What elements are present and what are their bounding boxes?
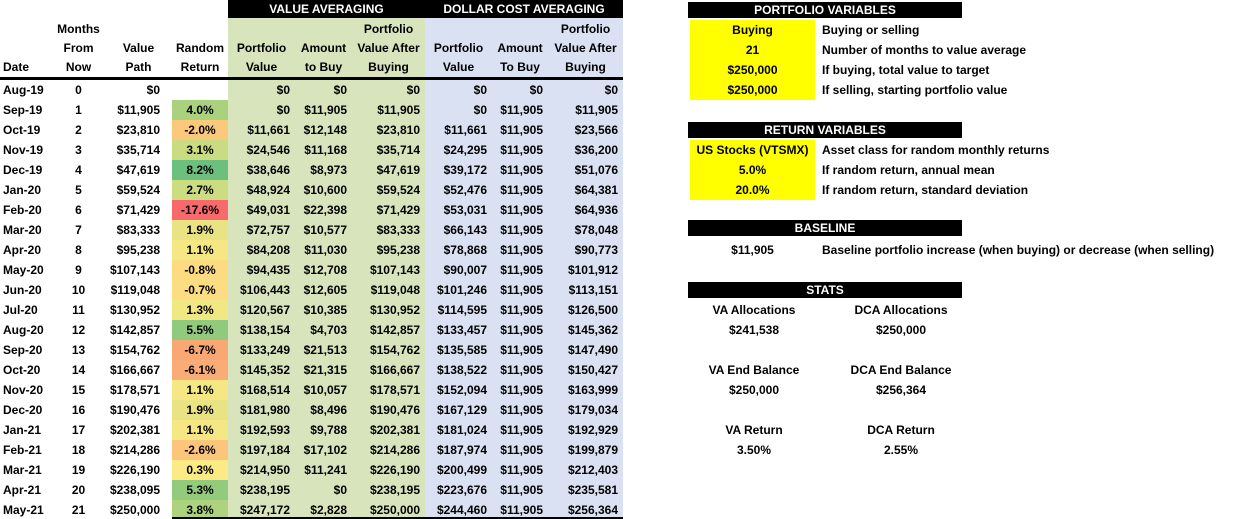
cell-months[interactable]: 0 bbox=[75, 83, 82, 97]
cell-months[interactable]: 16 bbox=[71, 403, 86, 417]
cell-value-path[interactable]: $154,762 bbox=[109, 343, 160, 357]
cell-dca-amount-to-buy[interactable]: $11,905 bbox=[500, 123, 543, 137]
cell-va-amount-to-buy[interactable]: $12,708 bbox=[303, 263, 347, 277]
cell-date[interactable]: Apr-20 bbox=[3, 243, 42, 257]
dca-end-balance-label: DCA End Balance bbox=[850, 363, 952, 377]
header-cell-months: From bbox=[63, 41, 94, 55]
cell-random-return[interactable]: 3.1% bbox=[172, 140, 228, 160]
cell-random-return[interactable]: 1.1% bbox=[172, 380, 228, 400]
cell-date[interactable]: Dec-20 bbox=[3, 403, 43, 417]
cell-random-return[interactable]: 1.9% bbox=[172, 220, 228, 240]
cell-date[interactable]: Mar-20 bbox=[3, 223, 42, 237]
cell-va-amount-to-buy[interactable]: $11,168 bbox=[304, 143, 347, 157]
cell-dca-portfolio-value[interactable]: $39,172 bbox=[443, 163, 487, 177]
header-cell-dca-value-after-buying: Portfolio bbox=[560, 22, 611, 36]
header-cell-months: Months bbox=[57, 22, 100, 36]
cell-dca-portfolio-value[interactable]: $167,129 bbox=[436, 403, 487, 417]
header-cell-va-value-after-buying: Buying bbox=[368, 60, 409, 74]
cell-dca-amount-to-buy[interactable]: $0 bbox=[529, 83, 543, 97]
cell-va-amount-to-buy[interactable]: $11,030 bbox=[304, 243, 347, 257]
cell-va-amount-to-buy[interactable]: $21,315 bbox=[303, 363, 347, 377]
cell-date[interactable]: Feb-20 bbox=[3, 203, 42, 217]
header-cell-va-value-after-buying: Portfolio bbox=[363, 22, 414, 36]
cell-months[interactable]: 1 bbox=[75, 103, 82, 117]
baseline-value[interactable]: $11,905 bbox=[731, 243, 774, 257]
cell-dca-amount-to-buy[interactable]: $11,905 bbox=[500, 243, 543, 257]
cell-random-return[interactable]: -17.6% bbox=[172, 200, 228, 220]
cell-va-value-after-buying[interactable]: $119,048 bbox=[370, 283, 420, 297]
cell-months[interactable]: 9 bbox=[75, 263, 82, 277]
desc-annual-mean: If random return, annual mean bbox=[822, 163, 995, 177]
cell-date[interactable]: May-20 bbox=[3, 263, 44, 277]
header-cell-va-portfolio-value: Portfolio bbox=[236, 41, 287, 55]
input-asset-class[interactable]: US Stocks (VTSMX) bbox=[690, 140, 815, 160]
cell-months[interactable]: 2 bbox=[75, 123, 82, 137]
cell-random-return[interactable]: -0.7% bbox=[172, 280, 228, 300]
desc-buying-or-selling: Buying or selling bbox=[822, 23, 920, 37]
header-cell-dca-amount-to-buy: Amount bbox=[497, 41, 543, 55]
cell-dca-portfolio-value[interactable]: $66,143 bbox=[443, 223, 487, 237]
va-end-balance-label: VA End Balance bbox=[708, 363, 800, 377]
cell-va-value-after-buying[interactable]: $142,857 bbox=[369, 323, 420, 337]
input-standard-deviation[interactable]: 20.0% bbox=[690, 180, 815, 200]
cell-random-return[interactable]: 1.3% bbox=[172, 300, 228, 320]
cell-value-path[interactable]: $202,381 bbox=[109, 423, 160, 437]
cell-months[interactable]: 13 bbox=[71, 343, 86, 357]
cell-value-path[interactable]: $226,190 bbox=[109, 463, 160, 477]
dca-end-balance-value[interactable]: $256,364 bbox=[875, 383, 927, 397]
cell-months[interactable]: 15 bbox=[71, 383, 86, 397]
header-cell-dca-value-after-buying: Value After bbox=[554, 41, 617, 55]
cell-va-amount-to-buy[interactable]: $9,788 bbox=[310, 423, 347, 437]
cell-dca-value-after-buying[interactable]: $145,362 bbox=[567, 323, 618, 337]
cell-va-portfolio-value[interactable]: $247,172 bbox=[239, 503, 290, 517]
cell-dca-portfolio-value[interactable]: $53,031 bbox=[443, 203, 487, 217]
cell-date[interactable]: Nov-19 bbox=[3, 143, 44, 157]
cell-value-path[interactable]: $59,524 bbox=[116, 183, 160, 197]
cell-dca-value-after-buying[interactable]: $101,912 bbox=[567, 263, 618, 277]
cell-dca-value-after-buying[interactable]: $64,936 bbox=[574, 203, 618, 217]
cell-va-portfolio-value[interactable]: $168,514 bbox=[239, 383, 290, 397]
cell-va-value-after-buying[interactable]: $202,381 bbox=[369, 423, 420, 437]
header-cell-dca-value-after-buying: Buying bbox=[565, 60, 606, 74]
cell-value-path[interactable]: $166,667 bbox=[109, 363, 160, 377]
cell-dca-value-after-buying[interactable]: $36,200 bbox=[574, 143, 618, 157]
cell-va-amount-to-buy[interactable]: $10,057 bbox=[303, 383, 347, 397]
cell-dca-portfolio-value[interactable]: $135,585 bbox=[436, 343, 487, 357]
cell-va-portfolio-value[interactable]: $48,924 bbox=[246, 183, 290, 197]
header-cell-months: Now bbox=[65, 60, 92, 74]
header-cell-random-return: Return bbox=[180, 60, 220, 74]
cell-random-return[interactable]: 3.8% bbox=[172, 500, 228, 519]
cell-random-return[interactable]: -2.0% bbox=[172, 120, 228, 140]
cell-va-portfolio-value[interactable]: $214,950 bbox=[239, 463, 290, 477]
cell-months[interactable]: 20 bbox=[71, 483, 86, 497]
portfolio-variables-band: PORTFOLIO VARIABLES bbox=[688, 2, 962, 18]
header-cell-value-path: Value bbox=[122, 41, 155, 55]
cell-date[interactable]: Nov-20 bbox=[3, 383, 44, 397]
cell-va-amount-to-buy[interactable]: $2,828 bbox=[310, 503, 347, 517]
cell-va-portfolio-value[interactable]: $0 bbox=[276, 83, 290, 97]
cell-va-value-after-buying[interactable]: $47,619 bbox=[376, 163, 420, 177]
cell-months[interactable]: 8 bbox=[75, 243, 82, 257]
dollar-cost-averaging-title: DOLLAR COST AVERAGING bbox=[443, 2, 605, 16]
cell-dca-value-after-buying[interactable]: $235,581 bbox=[567, 483, 618, 497]
cell-dca-value-after-buying[interactable]: $163,999 bbox=[567, 383, 618, 397]
cell-dca-amount-to-buy[interactable]: $11,905 bbox=[500, 223, 543, 237]
header-cell-dca-portfolio-value: Portfolio bbox=[433, 41, 484, 55]
cell-va-value-after-buying[interactable]: $154,762 bbox=[369, 343, 420, 357]
cell-dca-portfolio-value[interactable]: $52,476 bbox=[443, 183, 487, 197]
cell-months[interactable]: 10 bbox=[71, 283, 86, 297]
cell-va-amount-to-buy[interactable]: $12,148 bbox=[303, 123, 347, 137]
cell-months[interactable]: 4 bbox=[75, 163, 82, 177]
cell-va-portfolio-value[interactable]: $138,154 bbox=[239, 323, 290, 337]
cell-va-amount-to-buy[interactable]: $4,703 bbox=[310, 323, 347, 337]
cell-random-return[interactable]: 8.2% bbox=[172, 160, 228, 180]
cell-months[interactable]: 3 bbox=[75, 143, 82, 157]
cell-va-portfolio-value[interactable]: $181,980 bbox=[239, 403, 290, 417]
cell-dca-portfolio-value[interactable]: $0 bbox=[473, 103, 487, 117]
cell-va-value-after-buying[interactable]: $83,333 bbox=[376, 223, 420, 237]
cell-dca-amount-to-buy[interactable]: $11,905 bbox=[500, 343, 543, 357]
cell-va-value-after-buying[interactable]: $71,429 bbox=[376, 203, 420, 217]
header-cell-random-return bbox=[172, 20, 228, 39]
dca-return-value[interactable]: 2.55% bbox=[883, 443, 919, 457]
cell-date[interactable]: Dec-19 bbox=[3, 163, 43, 177]
va-allocations-value[interactable]: $241,538 bbox=[728, 323, 780, 337]
table-body bbox=[0, 80, 623, 519]
cell-date[interactable]: Jul-20 bbox=[3, 303, 38, 317]
cell-va-value-after-buying[interactable]: $23,810 bbox=[376, 123, 420, 137]
cell-date[interactable]: Apr-21 bbox=[3, 483, 42, 497]
cell-months[interactable]: 21 bbox=[71, 503, 86, 517]
cell-value-path[interactable]: $11,905 bbox=[117, 103, 160, 117]
cell-dca-value-after-buying[interactable]: $23,566 bbox=[574, 123, 618, 137]
cell-dca-amount-to-buy[interactable]: $11,905 bbox=[500, 443, 543, 457]
cell-dca-portfolio-value[interactable]: $181,024 bbox=[436, 423, 487, 437]
cell-date[interactable]: Jan-21 bbox=[3, 423, 42, 437]
cell-dca-amount-to-buy[interactable]: $11,905 bbox=[500, 483, 543, 497]
cell-value-path[interactable]: $142,857 bbox=[109, 323, 160, 337]
value-averaging-title: VALUE AVERAGING bbox=[269, 2, 384, 16]
cell-dca-amount-to-buy[interactable]: $11,905 bbox=[500, 503, 543, 517]
cell-value-path[interactable]: $71,429 bbox=[116, 203, 160, 217]
header-cell-dca-portfolio-value bbox=[425, 20, 492, 39]
cell-months[interactable]: 5 bbox=[75, 183, 82, 197]
cell-va-portfolio-value[interactable]: $133,249 bbox=[239, 343, 290, 357]
cell-dca-portfolio-value[interactable]: $152,094 bbox=[436, 383, 487, 397]
cell-random-return[interactable]: 5.3% bbox=[172, 480, 228, 500]
cell-dca-amount-to-buy[interactable]: $11,905 bbox=[500, 283, 543, 297]
header-cell-dca-amount-to-buy bbox=[492, 20, 548, 39]
cell-value-path[interactable]: $238,095 bbox=[109, 483, 160, 497]
cell-va-portfolio-value[interactable]: $49,031 bbox=[246, 203, 290, 217]
cell-value-path[interactable]: $130,952 bbox=[109, 303, 160, 317]
cell-va-amount-to-buy[interactable]: $17,102 bbox=[303, 443, 347, 457]
cell-dca-value-after-buying[interactable]: $212,403 bbox=[567, 463, 618, 477]
cell-dca-value-after-buying[interactable]: $179,034 bbox=[567, 403, 618, 417]
input-starting-portfolio-value[interactable]: $250,000 bbox=[690, 80, 815, 100]
dca-return-label: DCA Return bbox=[867, 423, 935, 437]
cell-dca-value-after-buying[interactable]: $90,773 bbox=[574, 243, 618, 257]
header-cell-va-portfolio-value bbox=[228, 20, 295, 39]
cell-dca-portfolio-value[interactable]: $0 bbox=[473, 83, 487, 97]
cell-months[interactable]: 17 bbox=[71, 423, 86, 437]
header-cell-va-amount-to-buy bbox=[295, 20, 352, 39]
return-variables-band: RETURN VARIABLES bbox=[688, 122, 962, 138]
input-total-value-to-target[interactable]: $250,000 bbox=[690, 60, 815, 80]
dca-allocations-label: DCA Allocations bbox=[854, 303, 948, 317]
cell-dca-portfolio-value[interactable]: $244,460 bbox=[436, 503, 487, 517]
cell-value-path[interactable]: $47,619 bbox=[116, 163, 160, 177]
cell-value-path[interactable]: $214,286 bbox=[109, 443, 160, 457]
cell-va-portfolio-value[interactable]: $38,646 bbox=[246, 163, 290, 177]
cell-date[interactable]: Jan-20 bbox=[3, 183, 42, 197]
cell-dca-amount-to-buy[interactable]: $11,905 bbox=[500, 103, 543, 117]
cell-value-path[interactable]: $190,476 bbox=[109, 403, 160, 417]
cell-random-return[interactable]: 4.0% bbox=[172, 100, 228, 120]
cell-dca-value-after-buying[interactable]: $150,427 bbox=[567, 363, 618, 377]
cell-value-path[interactable]: $178,571 bbox=[109, 383, 160, 397]
cell-va-value-after-buying[interactable]: $0 bbox=[406, 83, 420, 97]
cell-random-return[interactable]: 0.3% bbox=[172, 460, 228, 480]
cell-value-path[interactable]: $0 bbox=[146, 83, 160, 97]
cell-va-amount-to-buy[interactable]: $0 bbox=[333, 483, 347, 497]
cell-va-portfolio-value[interactable]: $197,184 bbox=[239, 443, 290, 457]
cell-dca-value-after-buying[interactable]: $78,048 bbox=[574, 223, 618, 237]
cell-va-portfolio-value[interactable]: $145,352 bbox=[239, 363, 290, 377]
cell-value-path[interactable]: $119,048 bbox=[110, 283, 160, 297]
cell-dca-amount-to-buy[interactable]: $11,905 bbox=[500, 163, 543, 177]
cell-dca-amount-to-buy[interactable]: $11,905 bbox=[500, 183, 543, 197]
cell-dca-amount-to-buy[interactable]: $11,905 bbox=[500, 203, 543, 217]
cell-va-amount-to-buy[interactable]: $8,973 bbox=[310, 163, 347, 177]
header-cell-va-amount-to-buy: to Buy bbox=[304, 60, 343, 74]
cell-va-portfolio-value[interactable]: $238,195 bbox=[239, 483, 290, 497]
cell-random-return[interactable]: 2.7% bbox=[172, 180, 228, 200]
cell-date[interactable]: Jun-20 bbox=[3, 283, 42, 297]
cell-va-value-after-buying[interactable]: $190,476 bbox=[369, 403, 420, 417]
cell-random-return[interactable]: 1.9% bbox=[172, 400, 228, 420]
cell-va-amount-to-buy[interactable]: $10,385 bbox=[303, 303, 347, 317]
cell-va-value-after-buying[interactable]: $238,195 bbox=[369, 483, 420, 497]
cell-dca-value-after-buying[interactable]: $11,905 bbox=[575, 103, 618, 117]
cell-dca-portfolio-value[interactable]: $24,295 bbox=[443, 143, 487, 157]
desc-months-to-value-average: Number of months to value average bbox=[822, 43, 1027, 57]
cell-date[interactable]: Sep-19 bbox=[3, 103, 43, 117]
va-return-label: VA Return bbox=[725, 423, 783, 437]
cell-date[interactable]: Oct-20 bbox=[3, 363, 41, 377]
cell-dca-portfolio-value[interactable]: $11,661 bbox=[444, 123, 487, 137]
cell-va-portfolio-value[interactable]: $94,435 bbox=[246, 263, 290, 277]
cell-va-value-after-buying[interactable]: $11,905 bbox=[377, 103, 420, 117]
cell-dca-portfolio-value[interactable]: $78,868 bbox=[443, 243, 487, 257]
cell-dca-value-after-buying[interactable]: $192,929 bbox=[567, 423, 618, 437]
desc-asset-class: Asset class for random monthly returns bbox=[822, 143, 1050, 157]
cell-va-portfolio-value[interactable]: $106,443 bbox=[239, 283, 290, 297]
cell-dca-portfolio-value[interactable]: $114,595 bbox=[437, 303, 487, 317]
cell-va-amount-to-buy[interactable]: $12,605 bbox=[303, 283, 347, 297]
cell-value-path[interactable]: $107,143 bbox=[109, 263, 160, 277]
cell-date[interactable]: Aug-20 bbox=[3, 323, 44, 337]
header-cell-date: Date bbox=[3, 60, 30, 74]
cell-random-return[interactable]: -0.8% bbox=[172, 260, 228, 280]
cell-va-amount-to-buy[interactable]: $10,600 bbox=[303, 183, 347, 197]
header-cell-dca-amount-to-buy: To Buy bbox=[500, 60, 540, 74]
input-buying-or-selling[interactable]: Buying bbox=[690, 20, 815, 40]
cell-va-value-after-buying[interactable]: $226,190 bbox=[369, 463, 420, 477]
cell-value-path[interactable]: $23,810 bbox=[116, 123, 160, 137]
cell-dca-amount-to-buy[interactable]: $11,905 bbox=[500, 263, 543, 277]
cell-months[interactable]: 11 bbox=[72, 303, 85, 317]
cell-va-portfolio-value[interactable]: $24,546 bbox=[246, 143, 290, 157]
va-end-balance-value[interactable]: $250,000 bbox=[728, 383, 780, 397]
va-return-value[interactable]: 3.50% bbox=[736, 443, 772, 457]
cell-months[interactable]: 19 bbox=[71, 463, 86, 477]
cell-va-portfolio-value[interactable]: $0 bbox=[276, 103, 290, 117]
cell-months[interactable]: 18 bbox=[71, 443, 86, 457]
cell-random-return[interactable]: 1.1% bbox=[172, 240, 228, 260]
cell-random-return[interactable]: -6.7% bbox=[172, 340, 228, 360]
cell-value-path[interactable]: $35,714 bbox=[116, 143, 160, 157]
cell-date[interactable]: May-21 bbox=[3, 503, 44, 517]
cell-va-amount-to-buy[interactable]: $10,577 bbox=[303, 223, 347, 237]
cell-date[interactable]: Aug-19 bbox=[3, 83, 44, 97]
cell-dca-value-after-buying[interactable]: $126,500 bbox=[567, 303, 618, 317]
cell-dca-value-after-buying[interactable]: $199,879 bbox=[567, 443, 618, 457]
header-cell-value-path bbox=[105, 20, 172, 39]
stats-band: STATS bbox=[688, 282, 962, 298]
cell-date[interactable]: Sep-20 bbox=[3, 343, 43, 357]
cell-months[interactable]: 14 bbox=[71, 363, 86, 377]
cell-dca-amount-to-buy[interactable]: $11,905 bbox=[500, 143, 543, 157]
cell-va-value-after-buying[interactable]: $95,238 bbox=[376, 243, 420, 257]
cell-dca-value-after-buying[interactable]: $147,490 bbox=[567, 343, 618, 357]
cell-value-path[interactable]: $95,238 bbox=[116, 243, 160, 257]
cell-dca-portfolio-value[interactable]: $223,676 bbox=[436, 483, 487, 497]
cell-value-path[interactable]: $250,000 bbox=[109, 503, 160, 517]
cell-dca-portfolio-value[interactable]: $187,974 bbox=[436, 443, 487, 457]
cell-va-portfolio-value[interactable]: $192,593 bbox=[239, 423, 290, 437]
cell-va-amount-to-buy[interactable]: $8,496 bbox=[310, 403, 347, 417]
cell-va-amount-to-buy[interactable]: $0 bbox=[333, 83, 347, 97]
table-header bbox=[0, 20, 623, 77]
header-cell-date bbox=[0, 20, 52, 39]
cell-dca-portfolio-value[interactable]: $90,007 bbox=[443, 263, 487, 277]
header-cell-date bbox=[0, 39, 52, 58]
cell-va-portfolio-value[interactable]: $11,661 bbox=[247, 123, 290, 137]
input-annual-mean[interactable]: 5.0% bbox=[690, 160, 815, 180]
cell-date[interactable]: Feb-21 bbox=[3, 443, 42, 457]
desc-total-value-to-target: If buying, total value to target bbox=[822, 63, 990, 77]
desc-starting-portfolio-value: If selling, starting portfolio value bbox=[822, 83, 1008, 97]
header-cell-value-path: Path bbox=[125, 60, 152, 74]
header-cell-va-portfolio-value: Value bbox=[245, 60, 278, 74]
cell-months[interactable]: 12 bbox=[71, 323, 86, 337]
cell-va-portfolio-value[interactable]: $120,567 bbox=[239, 303, 290, 317]
input-months-to-value-average[interactable]: 21 bbox=[690, 40, 815, 60]
cell-va-value-after-buying[interactable]: $250,000 bbox=[369, 503, 420, 517]
cell-va-value-after-buying[interactable]: $178,571 bbox=[369, 383, 420, 397]
cell-random-return[interactable] bbox=[172, 80, 228, 100]
cell-va-portfolio-value[interactable]: $84,208 bbox=[246, 243, 290, 257]
cell-dca-amount-to-buy[interactable]: $11,905 bbox=[500, 363, 543, 377]
cell-dca-value-after-buying[interactable]: $256,364 bbox=[567, 503, 618, 517]
cell-months[interactable]: 6 bbox=[75, 203, 82, 217]
cell-dca-value-after-buying[interactable]: $0 bbox=[604, 83, 618, 97]
cell-dca-portfolio-value[interactable]: $133,457 bbox=[436, 323, 487, 337]
cell-value-path[interactable]: $83,333 bbox=[116, 223, 160, 237]
desc-standard-deviation: If random return, standard deviation bbox=[822, 183, 1029, 197]
cell-date[interactable]: Oct-19 bbox=[3, 123, 41, 137]
va-allocations-label: VA Allocations bbox=[712, 303, 796, 317]
cell-dca-amount-to-buy[interactable]: $11,905 bbox=[500, 303, 543, 317]
cell-dca-amount-to-buy[interactable]: $11,905 bbox=[500, 383, 543, 397]
cell-random-return[interactable]: 1.1% bbox=[172, 420, 228, 440]
cell-dca-value-after-buying[interactable]: $64,381 bbox=[574, 183, 618, 197]
cell-random-return[interactable]: 5.5% bbox=[172, 320, 228, 340]
header-cell-dca-portfolio-value: Value bbox=[442, 60, 475, 74]
dca-allocations-value[interactable]: $250,000 bbox=[875, 323, 927, 337]
cell-date[interactable]: Mar-21 bbox=[3, 463, 42, 477]
cell-va-amount-to-buy[interactable]: $22,398 bbox=[303, 203, 347, 217]
cell-dca-portfolio-value[interactable]: $200,499 bbox=[436, 463, 487, 477]
baseline-band: BASELINE bbox=[688, 220, 962, 236]
cell-dca-amount-to-buy[interactable]: $11,905 bbox=[500, 403, 543, 417]
cell-random-return[interactable]: -2.6% bbox=[172, 440, 228, 460]
cell-dca-amount-to-buy[interactable]: $11,905 bbox=[500, 423, 543, 437]
cell-va-value-after-buying[interactable]: $214,286 bbox=[369, 443, 420, 457]
header-cell-random-return: Random bbox=[176, 41, 224, 55]
cell-dca-portfolio-value[interactable]: $138,522 bbox=[436, 363, 487, 377]
cell-months[interactable]: 7 bbox=[75, 223, 82, 237]
header-cell-va-amount-to-buy: Amount bbox=[300, 41, 347, 55]
cell-random-return[interactable]: -6.1% bbox=[172, 360, 228, 380]
cell-va-value-after-buying[interactable]: $35,714 bbox=[376, 143, 420, 157]
cell-va-amount-to-buy[interactable]: $11,905 bbox=[304, 103, 347, 117]
cell-va-portfolio-value[interactable]: $72,757 bbox=[246, 223, 290, 237]
cell-dca-amount-to-buy[interactable]: $11,905 bbox=[500, 323, 543, 337]
cell-va-value-after-buying[interactable]: $107,143 bbox=[369, 263, 420, 277]
cell-dca-value-after-buying[interactable]: $113,151 bbox=[568, 283, 618, 297]
cell-va-amount-to-buy[interactable]: $21,513 bbox=[303, 343, 347, 357]
cell-va-value-after-buying[interactable]: $130,952 bbox=[369, 303, 420, 317]
cell-va-value-after-buying[interactable]: $166,667 bbox=[369, 363, 420, 377]
baseline-description: Baseline portfolio increase (when buying) or decrease (when selling) bbox=[822, 243, 1215, 257]
header-cell-va-value-after-buying: Value After bbox=[357, 41, 420, 55]
cell-dca-value-after-buying[interactable]: $51,076 bbox=[574, 163, 618, 177]
cell-dca-amount-to-buy[interactable]: $11,905 bbox=[500, 463, 543, 477]
cell-dca-portfolio-value[interactable]: $101,246 bbox=[436, 283, 487, 297]
cell-va-value-after-buying[interactable]: $59,524 bbox=[376, 183, 420, 197]
cell-va-amount-to-buy[interactable]: $11,241 bbox=[304, 463, 347, 477]
